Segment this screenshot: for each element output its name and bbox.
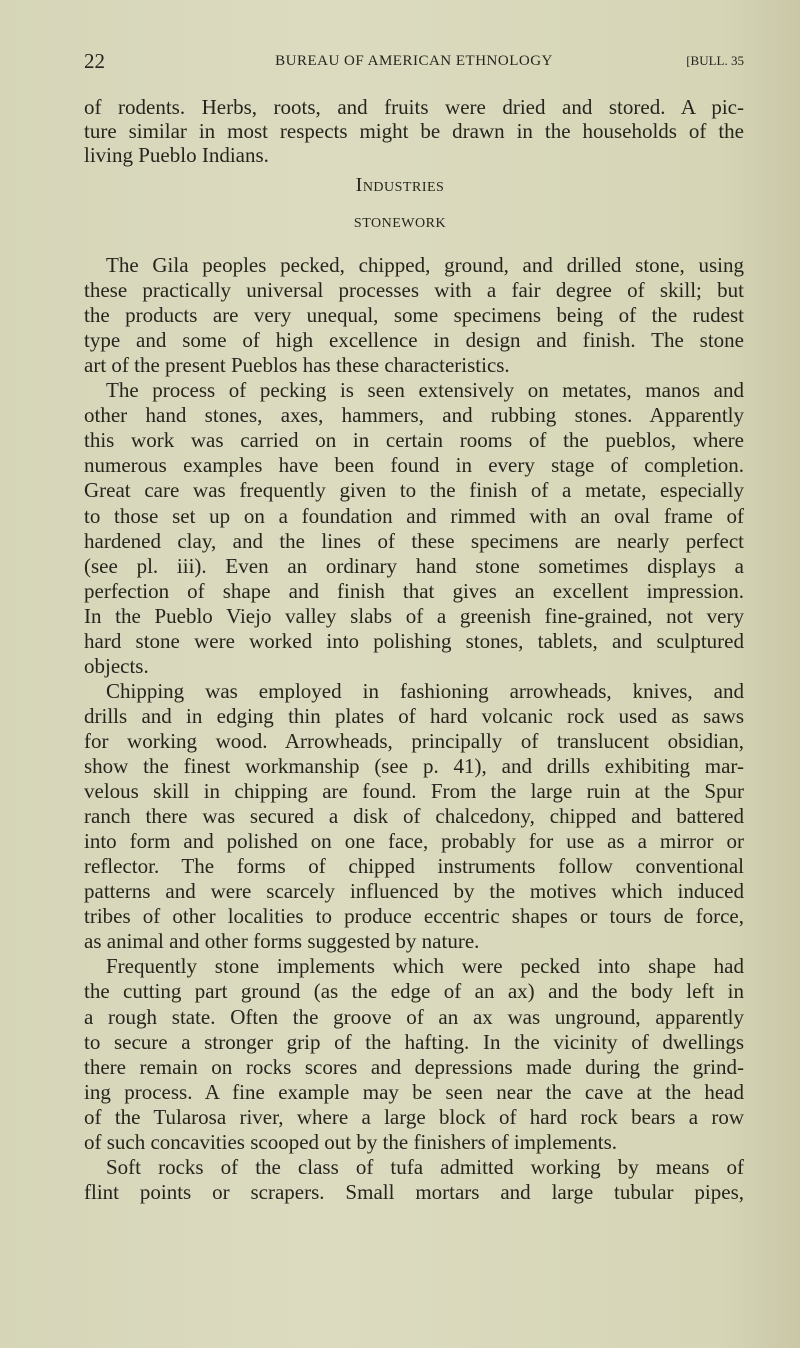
bulletin-number: [BULL. 35 [686, 53, 744, 68]
text-line: numerous examples have been found in every stage of completion. [84, 453, 744, 478]
text-line: The Gila peoples pecked, chipped, ground, and drilled stone, using [106, 253, 744, 277]
text-line: for working wood. Arrowheads, principally of translucent obsidian, [84, 728, 744, 753]
text-line: velous skill in chipping are found. From the large ruin at the Spur [84, 779, 744, 804]
text-line: there remain on rocks scores and depressions made during the grind- [84, 1054, 744, 1079]
page-number: 22 [84, 49, 105, 73]
text-line: hardened clay, and the lines of these specimens are nearly perfect [84, 528, 744, 553]
text-line: hard stone were worked into polishing stones, tablets, and sculptured [84, 628, 744, 653]
text-line: of rodents. Herbs, roots, and fruits were dried and stored. A pic- [84, 95, 744, 119]
text-line: (see pl. iii). Even an ordinary hand stone sometimes displays a [84, 553, 744, 578]
text-line: tribes of other localities to produce eccentric shapes or tours de force, [84, 904, 744, 929]
text-line: perfection of shape and finish that gives an excellent impression. [84, 578, 744, 603]
running-header [84, 51, 744, 75]
text-line: Chipping was employed in fashioning arrowheads, knives, and [106, 678, 744, 703]
text-line: type and some of high excellence in design and finish. The stone [84, 328, 744, 353]
subsection-heading: STONEWORK [353, 216, 447, 231]
text-line: drills and in edging thin plates of hard volcanic rock used as saws [84, 703, 744, 728]
text-line: In the Pueblo Viejo valley slabs of a greenish fine-grained, not very [84, 603, 744, 628]
text-line: a rough state. Often the groove of an ax was unground, apparently [84, 1004, 744, 1029]
text-line: to secure a stronger grip of the hafting. In the vicinity of dwellings [84, 1029, 744, 1054]
text-line: ing process. A fine example may be seen near the cave at the head [84, 1079, 744, 1104]
text-line: other hand stones, axes, hammers, and rubbing stones. Apparently [84, 403, 744, 428]
text-line: patterns and were scarcely influenced by the motives which induced [84, 879, 744, 904]
text-line: this work was carried on in certain rooms of the pueblos, where [84, 428, 744, 453]
text-line: objects. [84, 653, 149, 678]
text-line: the products are very unequal, some specimens being of the rudest [84, 303, 744, 328]
text-line: ranch there was secured a disk of chalcedony, chipped and battered [84, 804, 744, 829]
text-line: these practically universal processes with a fair degree of skill; but [84, 278, 744, 303]
text-line: of such concavities scooped out by the finishers of implements. [84, 1129, 618, 1154]
text-line: The process of pecking is seen extensively on metates, manos and [106, 378, 744, 403]
text-line: Soft rocks of the class of tufa admitted working by means of [106, 1154, 744, 1179]
text-line: of the Tularosa river, where a large block of hard rock bears a row [84, 1104, 744, 1129]
text-line: reflector. The forms of chipped instruments follow conventional [84, 854, 744, 879]
text-line: Great care was frequently given to the finish of a metate, especially [84, 478, 744, 503]
text-line: ture similar in most respects might be drawn in the households of the [84, 119, 744, 143]
text-line: flint points or scrapers. Small mortars and large tubular pipes, [84, 1179, 744, 1204]
text-line: art of the present Pueblos has these characteristics. [84, 353, 510, 378]
text-line: living Pueblo Indians. [84, 143, 269, 167]
section-heading: Industries [355, 174, 445, 196]
text-line: show the finest workmanship (see p. 41), and drills exhibiting mar- [84, 754, 744, 778]
text-line: as animal and other forms suggested by nature. [84, 929, 480, 954]
text-line: the cutting part ground (as the edge of an ax) and the body left in [84, 979, 744, 1004]
text-line: Frequently stone implements which were pecked into shape had [106, 954, 744, 979]
text-line: into form and polished on one face, probably for use as a mirror or [84, 829, 744, 854]
text-line: to those set up on a foundation and rimmed with an oval frame of [84, 503, 744, 528]
header-title: BUREAU OF AMERICAN ETHNOLOGY [275, 53, 553, 69]
